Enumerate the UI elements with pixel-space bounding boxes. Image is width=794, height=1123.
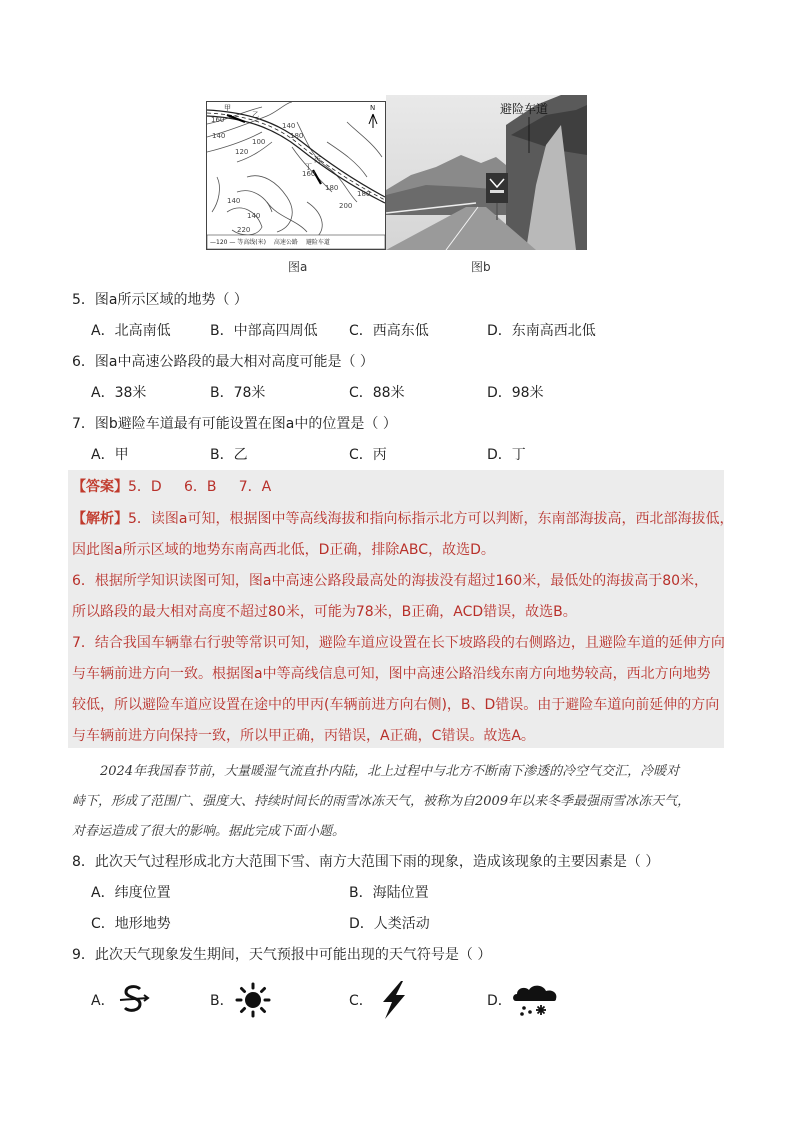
analysis-line-2: 因此图a所示区域的地势东南高西北低，D正确，排除ABC，故选D。 — [72, 542, 495, 558]
photo-label-pointer — [386, 95, 587, 250]
analysis-text: 5．读图a可知，根据图中等高线海拔和指向标指示北方可以判断，东南部海拔高，西北部海拔低， — [128, 511, 734, 527]
q6-option-c: C．88米 — [349, 385, 405, 401]
figure-b-caption: 图b — [471, 260, 491, 274]
lightning-icon — [377, 980, 411, 1020]
q8-option-a: A．纬度位置 — [91, 885, 171, 901]
analysis-line-6: 与车辆前进方向一致。根据图a中等高线信息可知，图中高速公路沿线东南方向地势较高，西北方向地势 — [72, 666, 711, 682]
q8-option-d: D．人类活动 — [349, 916, 430, 932]
legend-contour: —120 — 等高线(米) — [210, 239, 266, 246]
photo-label: 避险车道 — [500, 102, 549, 116]
q5-option-d: D．东南高西北低 — [487, 323, 596, 339]
contour-label: 100 — [252, 138, 266, 146]
legend-escape: 避险车道 — [305, 239, 330, 246]
q9-option-d: D． — [487, 993, 512, 1009]
label-ding: 丁 — [305, 163, 312, 171]
label-bing: 丙 — [314, 156, 321, 164]
figure-a-caption: 图a — [288, 260, 308, 274]
q6-option-b: B．78米 — [210, 385, 266, 401]
passage-line-3: 对春运造成了很大的影响。据此完成下面小题。 — [72, 824, 346, 839]
contour-label: 140 — [247, 212, 261, 220]
contour-map — [207, 102, 385, 249]
q7-option-b: B．乙 — [210, 447, 248, 463]
answer-head: 【答案】 — [72, 479, 128, 495]
q9-option-a: A． — [91, 993, 115, 1009]
passage-line-1: 2024年我国春节前，大量暖湿气流直扑内陆，北上过程中与北方不断南下渗透的冷空气交汇，冷暖对 — [100, 764, 680, 779]
q9-option-b: B． — [210, 993, 234, 1009]
contour-label: 140 — [227, 197, 241, 205]
q6-option-a: A．38米 — [91, 385, 147, 401]
contour-label: 200 — [339, 202, 353, 210]
q5-option-b: B．中部高四周低 — [210, 323, 318, 339]
question-5: 5．图a所示区域的地势（ ） — [72, 292, 248, 308]
legend-highway: 高速公路 — [273, 239, 298, 246]
q7-option-d: D．丁 — [487, 447, 526, 463]
map-legend — [210, 237, 330, 246]
question-7: 7．图b避险车道最有可能设置在图a中的位置是（ ） — [72, 416, 397, 432]
sandstorm-icon — [118, 983, 150, 1017]
q8-option-c: C．地形地势 — [91, 916, 171, 932]
contour-label: 120 — [235, 148, 249, 156]
contour-label: 180 — [325, 184, 339, 192]
analysis-line-3: 6．根据所学知识读图可知，图a中高速公路段最高处的海拔没有超过160米，最低处的海拔高于80米， — [72, 573, 709, 589]
q7-option-c: C．丙 — [349, 447, 387, 463]
figure-a-map — [206, 101, 386, 250]
label-jia: 甲 — [224, 104, 231, 112]
q8-option-b: B．海陆位置 — [349, 885, 429, 901]
label-yi: 乙 — [252, 111, 259, 119]
contour-label: 140 — [212, 132, 226, 140]
question-9: 9．此次天气现象发生期间，天气预报中可能出现的天气符号是（ ） — [72, 947, 492, 963]
north-label: N — [370, 104, 376, 112]
answer-line — [72, 476, 271, 496]
sunny-icon — [235, 982, 271, 1018]
sleet-icon — [510, 983, 562, 1017]
question-6: 6．图a中高速公路段的最大相对高度可能是（ ） — [72, 354, 374, 370]
q5-option-a: A．北高南低 — [91, 323, 171, 339]
answer-text: 5．D 6．B 7．A — [128, 479, 272, 495]
contour-label: 220 — [237, 226, 251, 234]
q6-option-d: D．98米 — [487, 385, 544, 401]
contour-label: 160 — [211, 116, 225, 124]
contour-label: 180 — [290, 132, 304, 140]
analysis-line-7: 较低，所以避险车道应设置在途中的甲丙(车辆前进方向右侧)，B、D错误。由于避险车道向前延伸的方向 — [72, 697, 720, 713]
contour-label: 160 — [302, 170, 316, 178]
q7-option-a: A．甲 — [91, 447, 129, 463]
contour-label: 140 — [282, 122, 296, 130]
question-8: 8．此次天气过程形成北方大范围下雪、南方大范围下雨的现象，造成该现象的主要因素是（ ） — [72, 854, 660, 870]
analysis-line-4: 所以路段的最大相对高度不超过80米，可能为78米，B正确，ACD错误，故选B。 — [72, 604, 577, 620]
contour-label: 180 — [357, 190, 371, 198]
analysis-line-8: 与车辆前进方向保持一致，所以甲正确，丙错误，A正确，C错误。故选A。 — [72, 728, 535, 744]
figure-b-photo — [386, 95, 587, 250]
q9-option-c: C． — [349, 993, 373, 1009]
analysis-line-5: 7．结合我国车辆靠右行驶等常识可知，避险车道应设置在长下坡路段的右侧路边，且避险车道的延伸方向 — [72, 635, 725, 651]
q5-option-c: C．西高东低 — [349, 323, 429, 339]
analysis-line-1 — [72, 508, 733, 528]
passage-line-2: 峙下，形成了范围广、强度大、持续时间长的雨雪冰冻天气，被称为自2009年以来冬季最强雨雪冰冻天气， — [72, 794, 691, 809]
analysis-head: 【解析】 — [72, 511, 128, 527]
